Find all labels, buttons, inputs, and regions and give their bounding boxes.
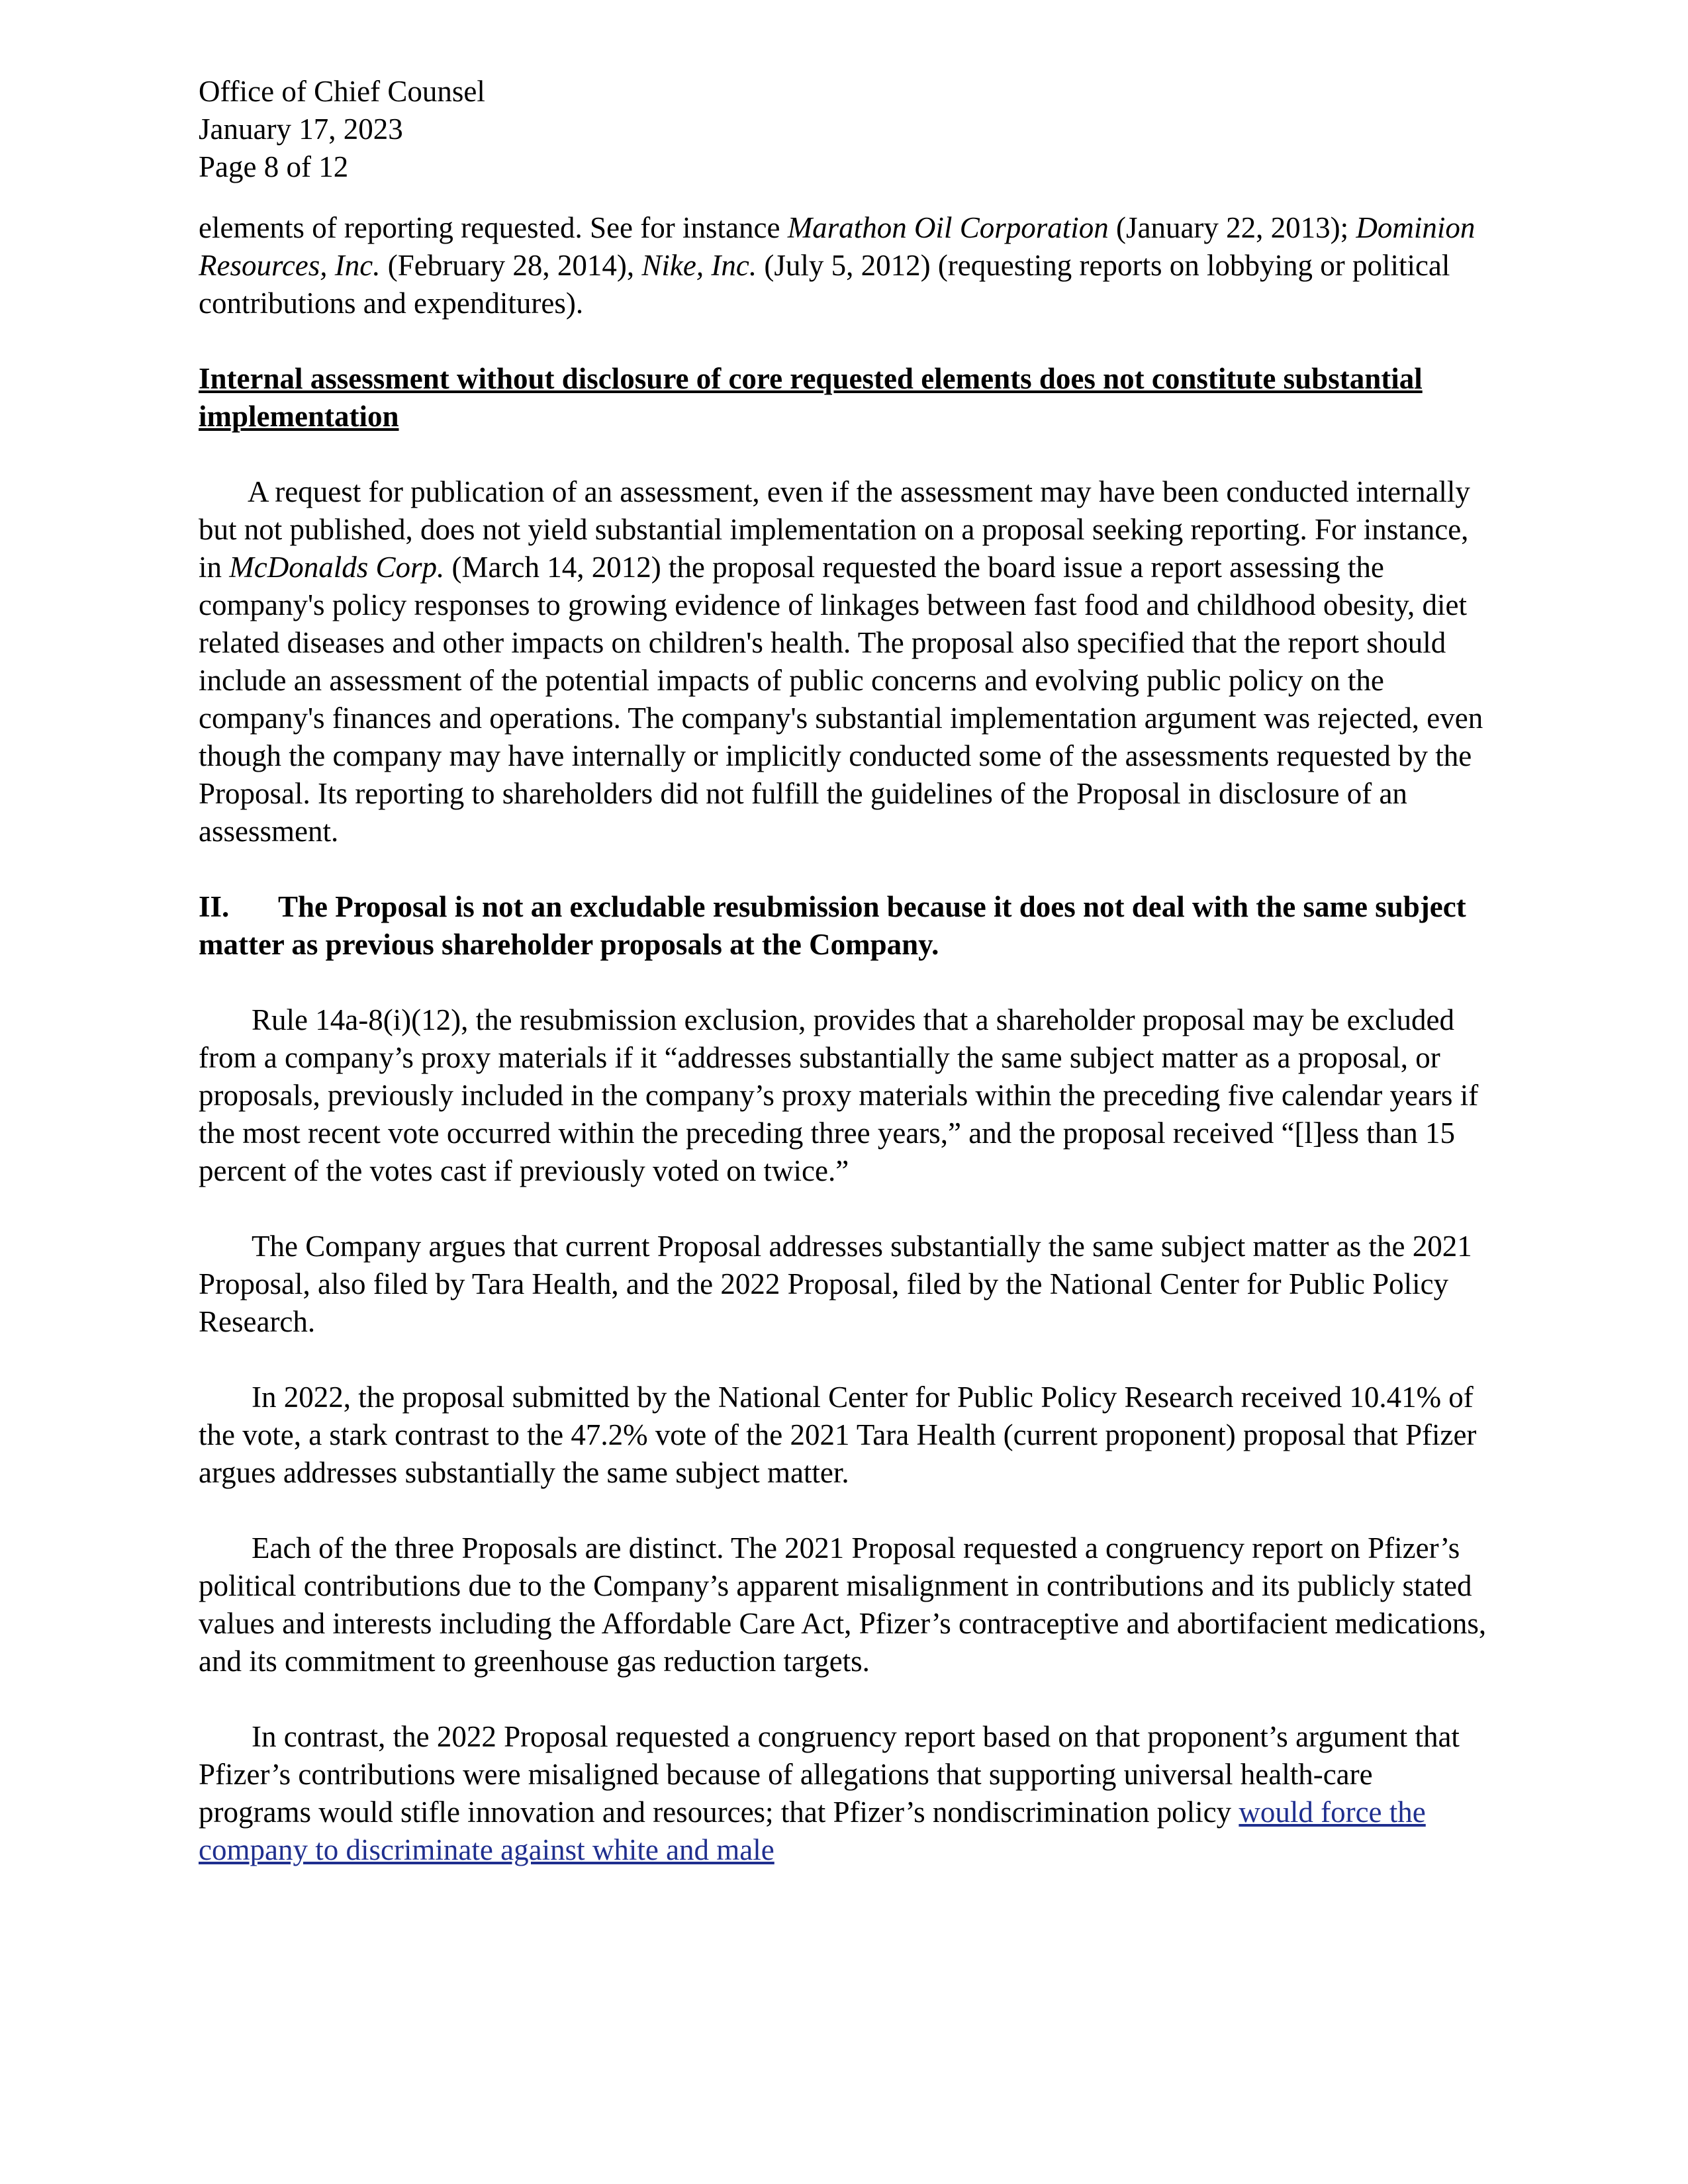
intro-text-4: (July 5, 2012) (requesting reports on lobbying or political contributions and expenditures). (199, 249, 1450, 320)
intro-text-2: (January 22, 2013); (1108, 211, 1356, 244)
paragraph-in-contrast (199, 1718, 1489, 1869)
document-page (199, 73, 1489, 1869)
case-citation-dominion: Dominion Resources, Inc. (199, 211, 1476, 282)
paragraph-distinct-proposals: Each of the three Proposals are distinct. The 2021 Proposal requested a congruency report on Pfizer’s political contributions due to the Company’s apparent misalignment in contributions and its publicly stated values and interests including the Affordable Care Act, Pfizer’s contraceptive and abortifacient medications, and its commitment to greenhouse gas reduction targets. (199, 1531, 1487, 1678)
paragraph-mcdonalds-text-1: A request for publication of an assessment, even if the assessment may have been conducted internally but not published, does not yield substantial implementation on a proposal seeking reporting. For instance, in (199, 475, 1470, 584)
paragraph-in-contrast-text: In contrast, the 2022 Proposal requested a congruency report based on that proponent’s argument that Pfizer’s contributions were misaligned because of allegations that supporting universal health-care programs would stifle innovation and resources; that Pfizer’s nondiscrimination policy (199, 1720, 1460, 1829)
paragraph-2022-vote: In 2022, the proposal submitted by the National Center for Public Policy Research received 10.41% of the vote, a stark contrast to the 47.2% vote of the 2021 Tara Health (current proponent) proposal that Pfizer argues addresses substantially the same subject matter. (199, 1381, 1477, 1489)
paragraph-mcdonalds (199, 473, 1489, 850)
intro-paragraph (199, 209, 1489, 322)
case-citation-marathon: Marathon Oil Corporation (787, 211, 1109, 244)
intro-text-3: (February 28, 2014), (380, 249, 642, 282)
footnote-link[interactable]: would force the company to discriminate against white and male (199, 1796, 1426, 1866)
case-citation-mcdonalds: McDonalds Corp. (229, 551, 445, 584)
header-page-number: Page 8 of 12 (199, 150, 349, 183)
header-office: Office of Chief Counsel (199, 75, 485, 108)
letter-header (199, 73, 1489, 186)
section-heading-internal-assessment: Internal assessment without disclosure of core requested elements does not constitute substantial implementation (199, 362, 1423, 433)
header-date: January 17, 2023 (199, 113, 403, 146)
paragraph-rule-14a8: Rule 14a-8(i)(12), the resubmission exclusion, provides that a shareholder proposal may be excluded from a company’s proxy materials if it “addresses substantially the same subject matter as a proposal, or proposals, previously included in the company’s proxy materials within the preceding five calendar years if the most recent vote occurred within the preceding three years,” and the proposal received “[l]ess than 15 percent of the votes cast if previously voted on twice.” (199, 1003, 1479, 1187)
paragraph-mcdonalds-text-2: (March 14, 2012) the proposal requested the board issue a report assessing the company's policy responses to growing evidence of linkages between fast food and childhood obesity, diet related diseases and other impacts on children's health. The proposal also specified that the report should include an assessment of the potential impacts of public concerns and evolving public policy on the company's finances and operations. The company's substantial implementation argument was rejected, even though the company may have internally or implicitly conducted some of the assessments requested by the Proposal. Its reporting to shareholders did not fulfill the guidelines of the Proposal in disclosure of an assessment. (199, 551, 1483, 848)
paragraph-company-argues: The Company argues that current Proposal addresses substantially the same subject matter as the 2021 Proposal, also filed by Tara Health, and the 2022 Proposal, filed by the National Center for Public Policy Research. (199, 1230, 1472, 1338)
case-citation-nike: Nike, Inc. (641, 249, 757, 282)
intro-text-1: elements of reporting requested. See for instance (199, 211, 788, 244)
section-heading-text: The Proposal is not an excludable resubmission because it does not deal with the same subject matter as previous shareholder proposals at the Company. (199, 890, 1466, 961)
section-numeral: II. (199, 890, 230, 923)
section-heading-resubmission (199, 888, 1489, 964)
